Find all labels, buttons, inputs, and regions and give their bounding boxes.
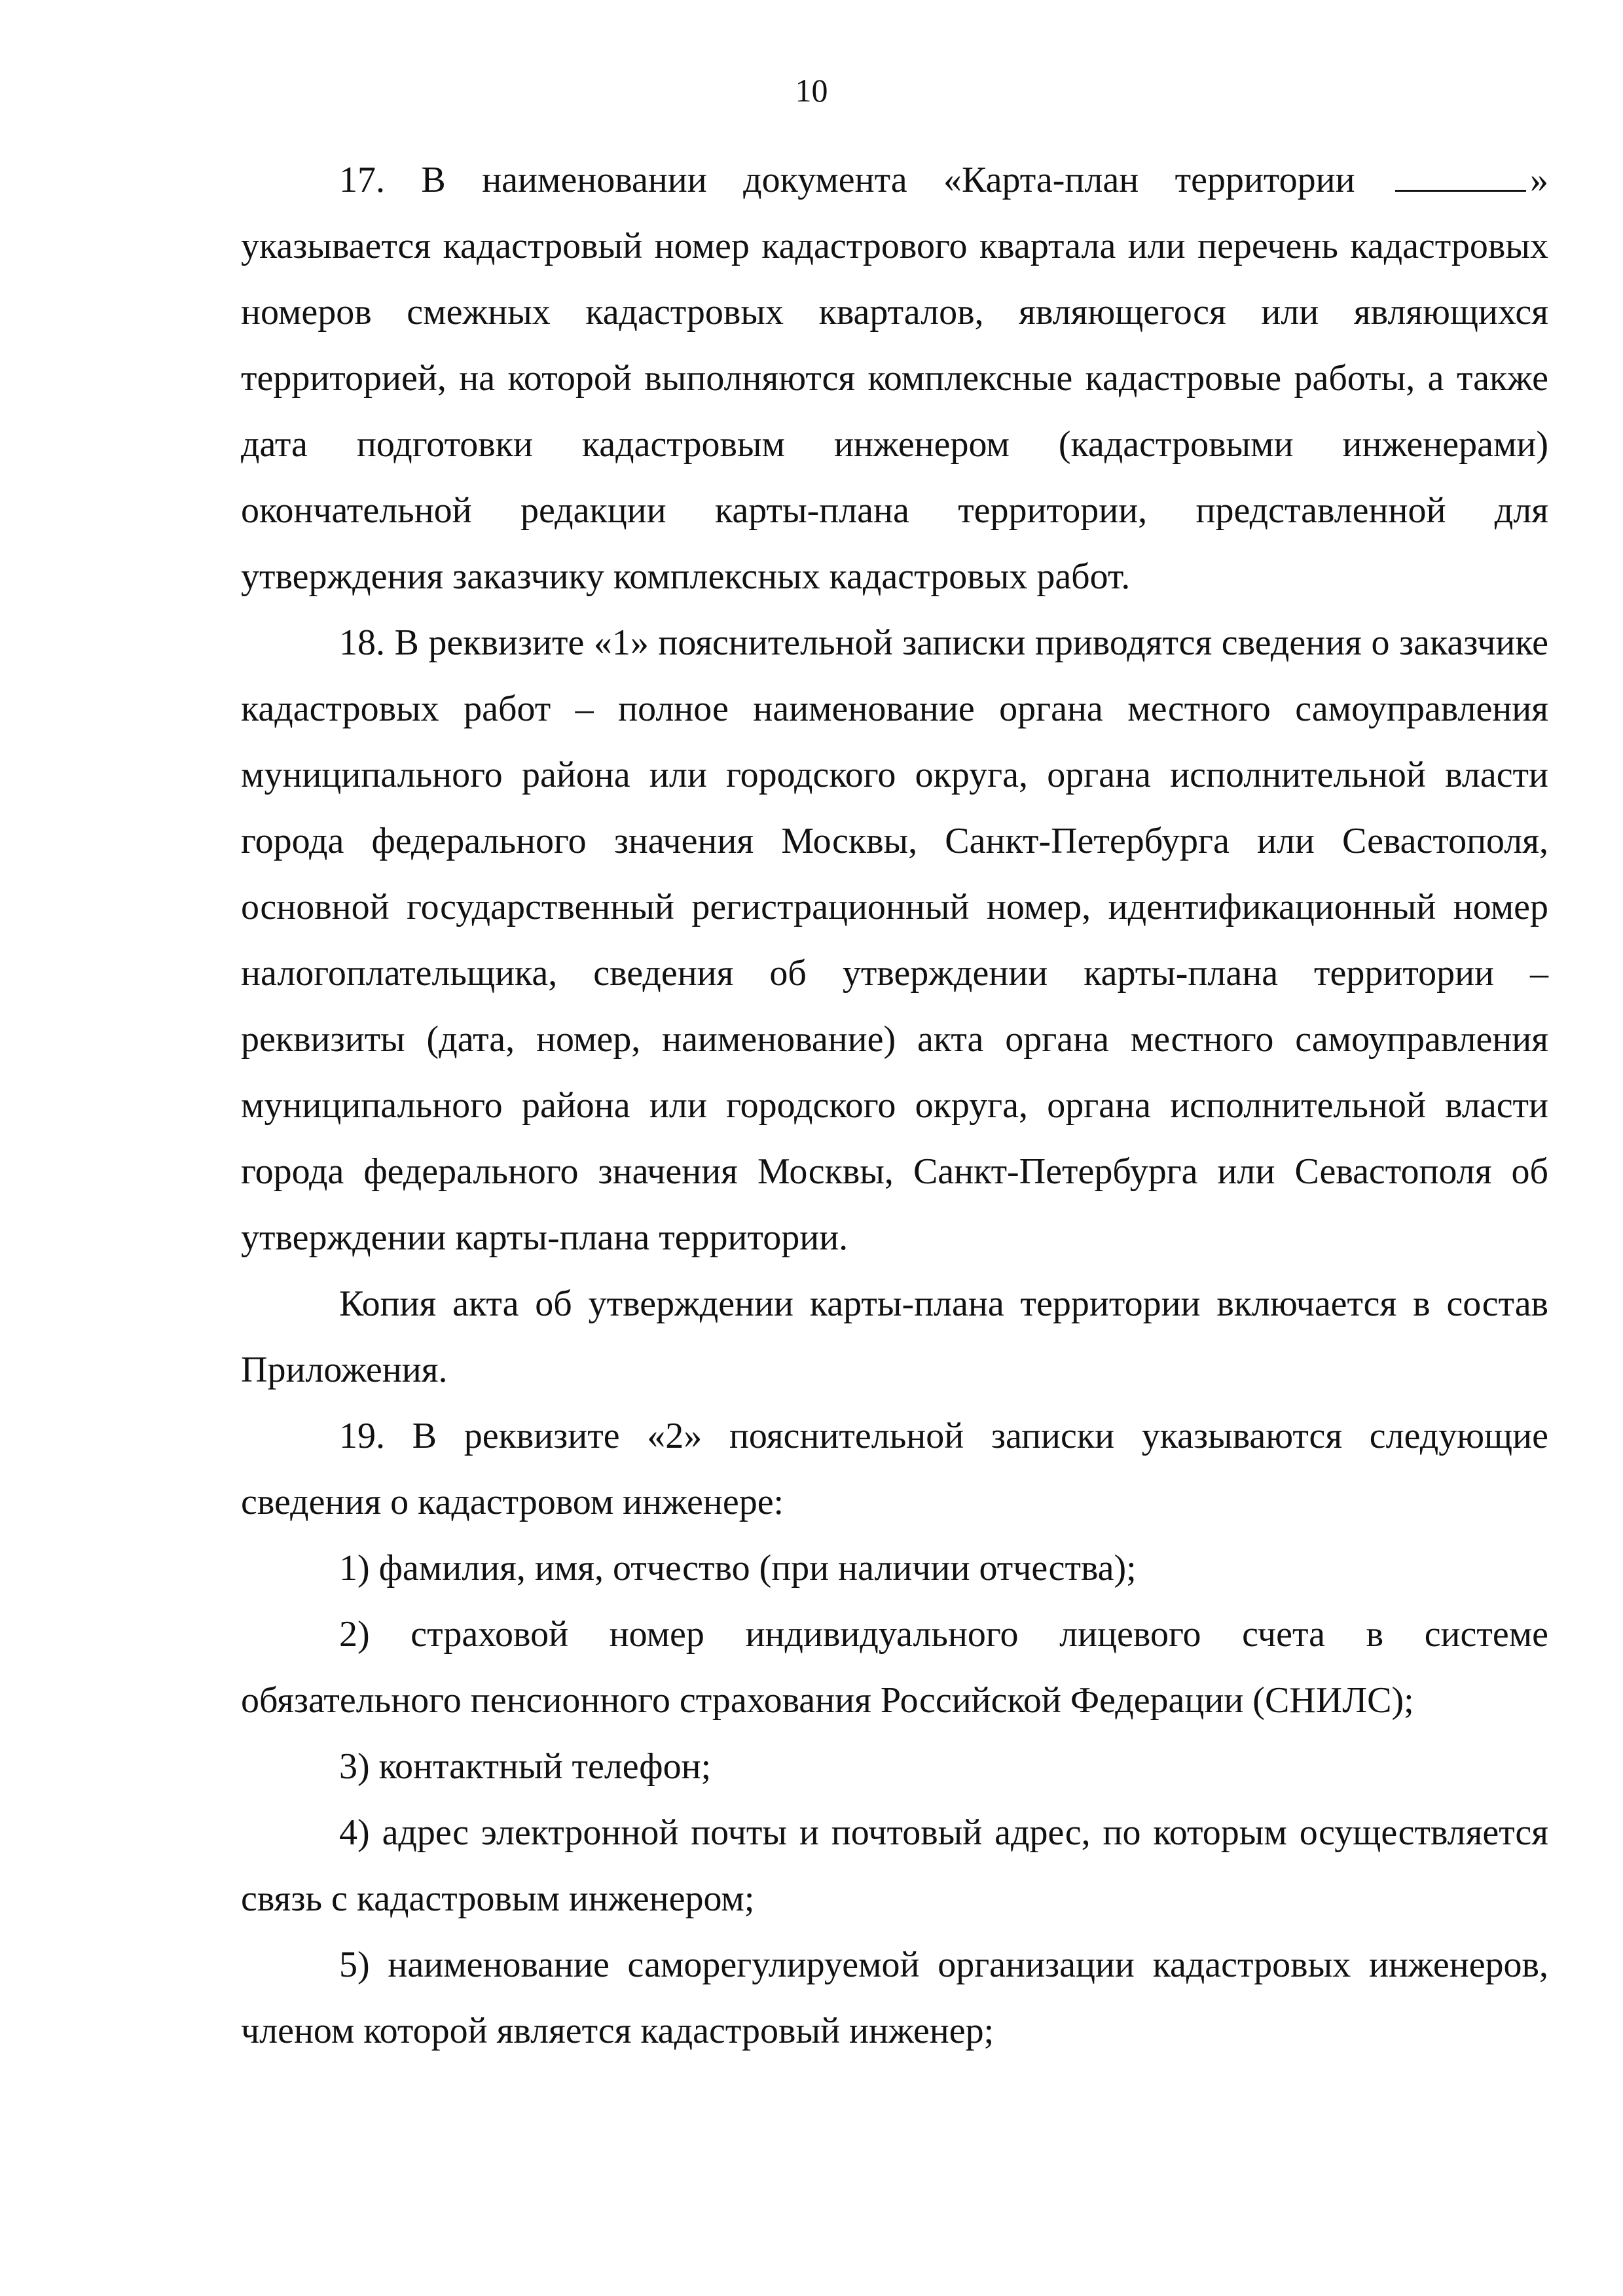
list-item-5: 5) наименование саморегулируемой организации кадастровых инженеров, членом которой является кадастровый инженер; — [241, 1945, 1548, 2051]
document-body — [241, 147, 1548, 2064]
paragraph-18: 18. В реквизите «1» пояснительной записки приводятся сведения о заказчике кадастровых работ – полное наименование органа местного самоуправления муниципального района или городского округа, органа исполнительной власти города федерального значения Москвы, Санкт-Петербурга или Севастополя, основной государственный регистрационный номер, идентификационный номер налогоплательщика, сведения об утверждении карты-плана территории – реквизиты (дата, номер, наименование) акта органа местного самоуправления муниципального района или городского округа, органа исполнительной власти города федерального значения Москвы, Санкт-Петербурга или Севастополя об утверждении карты-плана территории. — [241, 622, 1548, 1258]
list-item-1: 1) фамилия, имя, отчество (при наличии отчества); — [339, 1548, 1137, 1588]
list-item-2: 2) страховой номер индивидуального лицевого счета в системе обязательного пенсионного страхования Российской Федерации (СНИЛС); — [241, 1614, 1548, 1721]
list-item-3: 3) контактный телефон; — [339, 1746, 712, 1787]
paragraph-18-copy: Копия акта об утверждении карты-плана территории включается в состав Приложения. — [241, 1283, 1548, 1390]
paragraph-17-lead: 17. В наименовании документа «Карта-план территории — [339, 160, 1355, 200]
paragraph-17 — [241, 147, 1548, 610]
paragraph-19: 19. В реквизите «2» пояснительной записки указываются следующие сведения о кадастровом инженере: — [241, 1416, 1548, 1522]
list-item-4: 4) адрес электронной почты и почтовый адрес, по которым осуществляется связь с кадастровым инженером; — [241, 1812, 1548, 1919]
blank-field-line — [1395, 161, 1526, 192]
page-number: 10 — [795, 72, 828, 109]
paragraph-17-rest: указывается кадастровый номер кадастрового квартала или перечень кадастровых номеров смежных кадастровых кварталов, являющегося или являющихся территорией, на которой выполняются комплексные кадастровые работы, а также дата подготовки кадастровым инженером (кадастровыми инженерами) окончательной редакции карты-плана территории, представленной для утверждения заказчику комплексных кадастровых работ. — [241, 226, 1548, 597]
paragraph-17-close-quote: » — [1530, 160, 1548, 200]
